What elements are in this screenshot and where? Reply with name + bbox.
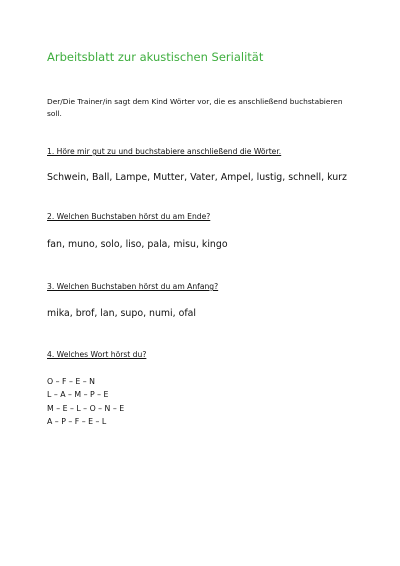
task-4-heading: 4. Welches Wort hörst du? (47, 350, 147, 359)
letter-sequence-1: O – F – E – N (47, 377, 95, 386)
letter-sequence-4: A – P – F – E – L (47, 416, 107, 426)
task-2-words: fan, muno, solo, liso, pala, misu, kingo (47, 239, 228, 250)
letter-sequence-3: M – E – L – O – N – E (47, 403, 125, 413)
worksheet-title: Arbeitsblatt zur akustischen Serialität (47, 50, 264, 64)
task-3-words: mika, brof, lan, supo, numi, ofal (47, 308, 196, 319)
letter-sequence-2: L – A – M – P – E (47, 390, 109, 400)
task-1-words: Schwein, Ball, Lampe, Mutter, Vater, Ampel, lustig, schnell, kurz (47, 172, 347, 183)
instructions-text: Der/Die Trainer/in sagt dem Kind Wörter vor, die es anschließend buchstabieren soll. (47, 97, 343, 118)
task-3-heading: 3. Welchen Buchstaben hörst du am Anfang? (47, 282, 219, 291)
task-2-heading: 2. Welchen Buchstaben hörst du am Ende? (47, 212, 211, 221)
task-4-letter-sequences (47, 375, 124, 428)
task-1-heading: 1. Höre mir gut zu und buchstabiere anschließend die Wörter. (47, 147, 282, 156)
